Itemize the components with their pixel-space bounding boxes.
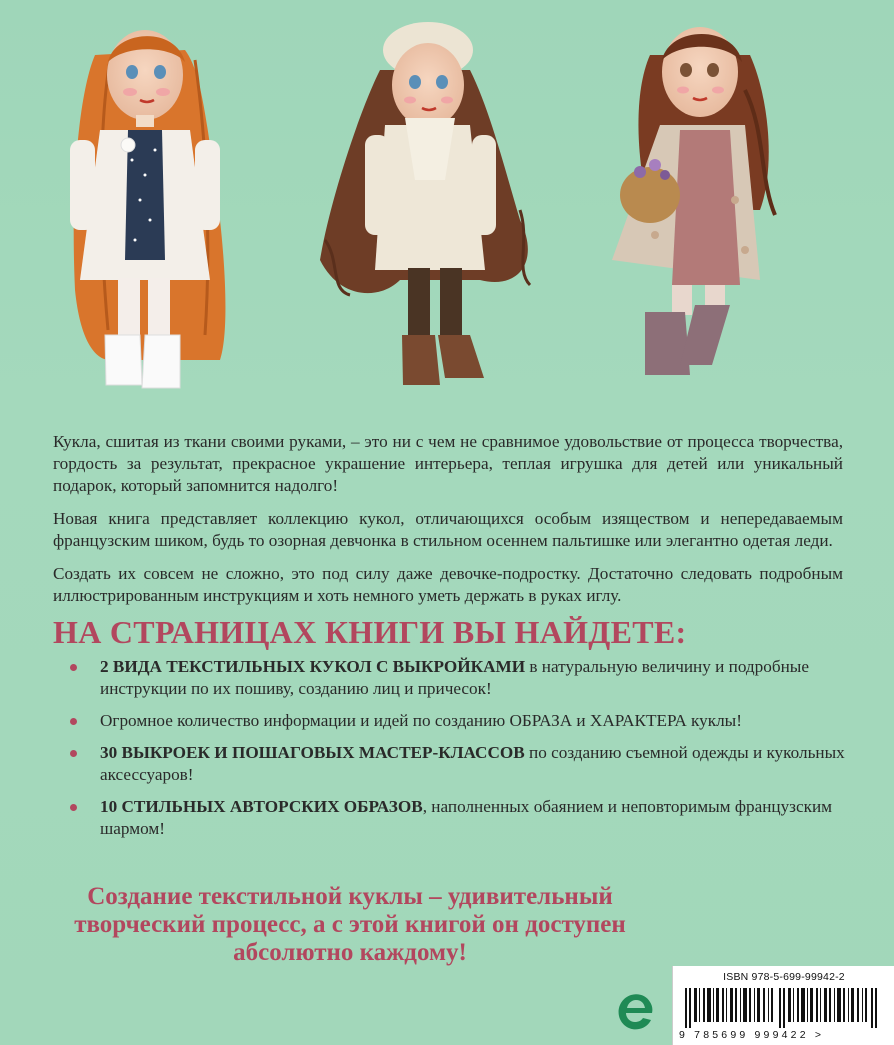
feature-bold: 2 ВИДА ТЕКСТИЛЬНЫХ КУКОЛ С ВЫКРОЙКАМИ <box>100 657 526 676</box>
feature-text: , наполненных обаянием и неповторимым французским шармом! <box>100 797 833 838</box>
bullet-icon <box>70 664 77 671</box>
doll-brunette-cream-coat <box>320 22 530 385</box>
feature-text: Огромное количество информации и идей по созданию ОБРАЗА и ХАРАКТЕРА куклы! <box>100 711 742 730</box>
intro-paragraph-3: Создать их совсем не сложно, это под силу даже девочке-подростку. Достаточно следовать подробным иллюстрированным инструкциям и хоть немного уметь держать в руках иглу. <box>53 564 843 605</box>
doll-illustrations <box>0 0 894 400</box>
feature-bold: 30 ВЫКРОЕК И ПОШАГОВЫХ МАСТЕР-КЛАССОВ <box>100 743 525 762</box>
intro-paragraph-1: Кукла, сшитая из ткани своими руками, – это ни с чем не сравнимое удовольствие от процесса творчества, гордость за результат, прекрасное украшение интерьера, теплая игрушка для детей или уникальный подарок, который запомнится надолго! <box>53 432 843 495</box>
feature-text: в натуральную величину и подробные инструкции по их пошиву, созданию лиц и причесок! <box>100 657 809 698</box>
section-heading: НА СТРАНИЦАХ КНИГИ ВЫ НАЙДЕТЕ: <box>53 614 687 650</box>
feature-bold: 10 СТИЛЬНЫХ АВТОРСКИХ ОБРАЗОВ <box>100 797 423 816</box>
ean-digits: 9 785699 999422 > <box>679 1029 825 1041</box>
barcode-panel <box>672 966 894 1045</box>
doll-ginger-white-coat <box>70 30 225 388</box>
doll-curly-floral-coat <box>612 27 775 375</box>
feature-item <box>62 656 852 700</box>
isbn-number: ISBN 978-5-699-99942-2 <box>723 971 845 983</box>
intro-paragraph-2: Новая книга представляет коллекцию кукол, отличающихся особым изяществом и непередаваемым французским шиком, будь то озорная девчонка в стильном осеннем пальтишке или элегантно одетая леди. <box>53 509 843 550</box>
bullet-icon <box>70 804 77 811</box>
closing-line-1: Создание текстильной куклы – удивительный <box>87 883 613 910</box>
feature-item <box>62 796 852 840</box>
features-list <box>62 656 852 850</box>
closing-line-2: творческий процесс, а с этой книгой он доступен <box>74 911 626 938</box>
bullet-icon <box>70 718 77 725</box>
feature-text: по созданию съемной одежды и кукольных аксессуаров! <box>100 743 845 784</box>
barcode-icon <box>685 988 885 1028</box>
publisher-logo-icon <box>614 990 658 1034</box>
feature-item <box>62 710 852 732</box>
closing-statement <box>40 883 660 967</box>
feature-item <box>62 742 852 786</box>
intro-text <box>53 431 843 618</box>
bullet-icon <box>70 750 77 757</box>
closing-line-3: абсолютно каждому! <box>233 939 467 966</box>
